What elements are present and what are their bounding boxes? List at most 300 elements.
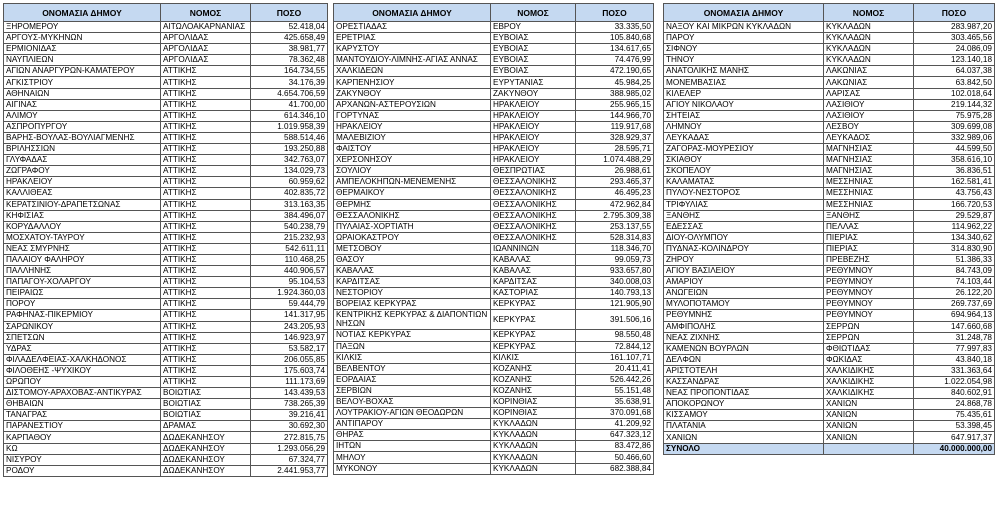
prefecture-cell: ΔΡΑΜΑΣ [161, 421, 251, 432]
table-row [4, 343, 328, 354]
amount-cell: 118.346,70 [576, 243, 654, 254]
table-row [664, 166, 995, 177]
municipality-cell: ΣΚΙΑΘΟΥ [664, 155, 824, 166]
table-row [4, 155, 328, 166]
table-row [334, 441, 654, 452]
table-row [664, 110, 995, 121]
prefecture-cell: ΔΩΔΕΚΑΝΗΣΟΥ [161, 432, 251, 443]
table-row [664, 232, 995, 243]
municipality-cell: ΑΡΙΣΤΟΤΕΛΗ [664, 365, 824, 376]
amount-cell: 28.595,71 [576, 144, 654, 155]
table-row [664, 177, 995, 188]
municipality-cell: ΝΕΑΣ ΣΜΥΡΝΗΣ [4, 243, 161, 254]
table-row [664, 22, 995, 33]
table-row [334, 166, 654, 177]
prefecture-cell: ΚΕΡΚΥΡΑΣ [491, 330, 576, 341]
table-row [4, 299, 328, 310]
prefecture-cell: ΦΩΚΙΔΑΣ [824, 354, 914, 365]
amount-cell: 253.137,55 [576, 221, 654, 232]
amount-cell: 2.441.953,77 [251, 465, 328, 476]
municipality-cell: ΜΥΚΟΝΟΥ [334, 463, 491, 474]
amount-cell: 1.074.488,29 [576, 155, 654, 166]
prefecture-cell: ΧΑΛΚΙΔΙΚΗΣ [824, 365, 914, 376]
municipality-cell: ΜΕΤΣΟΒΟΥ [334, 243, 491, 254]
prefecture-cell: ΑΤΤΙΚΗΣ [161, 121, 251, 132]
amount-cell: 1.022.054,98 [914, 377, 995, 388]
municipality-cell: ΣΕΡΒΙΩΝ [334, 385, 491, 396]
prefecture-cell: ΑΙΤΩΛΟΑΚΑΡΝΑΝΙΑΣ [161, 22, 251, 33]
amount-cell: 358.616,10 [914, 155, 995, 166]
table-row [664, 299, 995, 310]
prefecture-cell: ΑΤΤΙΚΗΣ [161, 110, 251, 121]
amount-cell: 215.232,93 [251, 232, 328, 243]
municipality-cell: ΚΙΣΣΑΜΟΥ [664, 410, 824, 421]
prefecture-cell: ΑΤΤΙΚΗΣ [161, 299, 251, 310]
amount-cell: 164.734,55 [251, 66, 328, 77]
municipality-cell: ΜΑΝΤΟΥΔΙΟΥ-ΛΙΜΝΗΣ-ΑΓΙΑΣ ΑΝΝΑΣ [334, 55, 491, 66]
municipality-cell: ΘΕΡΜΑΙΚΟΥ [334, 188, 491, 199]
prefecture-cell: ΠΡΕΒΕΖΗΣ [824, 254, 914, 265]
prefecture-cell: ΚΥΚΛΑΔΩΝ [491, 441, 576, 452]
table-row [4, 33, 328, 44]
amount-cell: 39.216,41 [251, 410, 328, 421]
amount-cell: 440.906,57 [251, 266, 328, 277]
municipality-cell: ΖΗΡΟΥ [664, 254, 824, 265]
prefecture-cell: ΑΤΤΙΚΗΣ [161, 310, 251, 321]
table-row [664, 377, 995, 388]
amount-cell: 36.836,51 [914, 166, 995, 177]
prefecture-cell: ΡΕΘΥΜΝΟΥ [824, 310, 914, 321]
table-row [4, 310, 328, 321]
municipality-cell: ΘΕΣΣΑΛΟΝΙΚΗΣ [334, 210, 491, 221]
amount-cell: 67.324,77 [251, 454, 328, 465]
municipality-cell: ΑΙΓΙΝΑΣ [4, 99, 161, 110]
amount-cell: 63.842,50 [914, 77, 995, 88]
municipality-cell: ΘΕΡΜΗΣ [334, 199, 491, 210]
table-row [334, 341, 654, 352]
table-row [334, 385, 654, 396]
table-row [4, 410, 328, 421]
amount-cell: 1.019.958,39 [251, 121, 328, 132]
municipality-cell: ΚΕΡΑΤΣΙΝΙΟΥ-ΔΡΑΠΕΤΣΩΝΑΣ [4, 199, 161, 210]
prefecture-cell: ΚΥΚΛΑΔΩΝ [824, 44, 914, 55]
prefecture-cell: ΒΟΙΩΤΙΑΣ [161, 399, 251, 410]
prefecture-cell: ΚΑΒΑΛΑΣ [491, 254, 576, 265]
prefecture-cell: ΑΤΤΙΚΗΣ [161, 210, 251, 221]
prefecture-cell: ΚΟΖΑΝΗΣ [491, 374, 576, 385]
municipality-cell: ΥΔΡΑΣ [4, 343, 161, 354]
table-row [664, 421, 995, 432]
prefecture-cell: ΜΑΓΝΗΣΙΑΣ [824, 144, 914, 155]
amount-cell: 147.660,68 [914, 321, 995, 332]
municipality-cell: ΤΡΙΦΥΛΙΑΣ [664, 199, 824, 210]
prefecture-cell: ΦΘΙΩΤΙΔΑΣ [824, 343, 914, 354]
header-poso: ΠΟΣΟ [914, 4, 995, 22]
prefecture-cell: ΣΕΡΡΩΝ [824, 332, 914, 343]
prefecture-cell: ΑΡΓΟΛΙΔΑΣ [161, 44, 251, 55]
amount-cell: 99.059,73 [576, 254, 654, 265]
amount-cell: 114.962,22 [914, 221, 995, 232]
table-row [4, 432, 328, 443]
amount-cell: 83.472,86 [576, 441, 654, 452]
prefecture-cell: ΕΥΒΟΙΑΣ [491, 66, 576, 77]
table-row [334, 363, 654, 374]
amount-cell: 331.363,64 [914, 365, 995, 376]
amount-cell: 283.987,20 [914, 22, 995, 33]
table-row [664, 132, 995, 143]
municipality-cell: ΠΑΠΑΓΟΥ-ΧΟΛΑΡΓΟΥ [4, 277, 161, 288]
prefecture-cell: ΣΕΡΡΩΝ [824, 321, 914, 332]
amount-cell: 738.265,39 [251, 399, 328, 410]
municipality-cell: ΟΡΕΣΤΙΑΔΑΣ [334, 22, 491, 33]
table-row [334, 110, 654, 121]
municipality-cell: ΤΑΝΑΓΡΑΣ [4, 410, 161, 421]
table-row [4, 254, 328, 265]
amount-cell: 134.617,65 [576, 44, 654, 55]
municipality-cell: ΝΑΥΠΛΙΕΩΝ [4, 55, 161, 66]
prefecture-cell: ΑΤΤΙΚΗΣ [161, 321, 251, 332]
prefecture-cell: ΠΙΕΡΙΑΣ [824, 232, 914, 243]
table-row [4, 421, 328, 432]
prefecture-cell: ΘΕΣΠΡΩΤΙΑΣ [491, 166, 576, 177]
amount-cell: 45.984,25 [576, 77, 654, 88]
amount-cell: 219.144,32 [914, 99, 995, 110]
municipality-cell: ΜΥΛΟΠΟΤΑΜΟΥ [664, 299, 824, 310]
table-row [4, 55, 328, 66]
table-row [664, 88, 995, 99]
amount-cell: 542.611,11 [251, 243, 328, 254]
municipality-cell: ΩΡΑΙΟΚΑΣΤΡΟΥ [334, 232, 491, 243]
amount-cell: 53.398,45 [914, 421, 995, 432]
table-row [664, 33, 995, 44]
amount-cell: 269.737,69 [914, 299, 995, 310]
municipality-cell: ΚΑΛΛΙΘΕΑΣ [4, 188, 161, 199]
municipality-cell: ΚΗΦΙΣΙΑΣ [4, 210, 161, 221]
table-row [4, 144, 328, 155]
amount-cell: 328.929,37 [576, 132, 654, 143]
prefecture-cell: ΚΟΡΙΝΘΙΑΣ [491, 408, 576, 419]
municipality-cell: ΜΟΣΧΑΤΟΥ-ΤΑΥΡΟΥ [4, 232, 161, 243]
amount-cell: 272.815,75 [251, 432, 328, 443]
municipality-cell: ΑΘΗΝΑΙΩΝ [4, 88, 161, 99]
amount-cell: 647.323,12 [576, 430, 654, 441]
prefecture-cell: ΛΑΡΙΣΑΣ [824, 88, 914, 99]
amount-cell: 293.465,37 [576, 177, 654, 188]
prefecture-cell: ΘΕΣΣΑΛΟΝΙΚΗΣ [491, 188, 576, 199]
prefecture-cell: ΘΕΣΣΑΛΟΝΙΚΗΣ [491, 199, 576, 210]
municipality-cell: ΛΟΥΤΡΑΚΙΟΥ-ΑΓΙΩΝ ΘΕΟΔΩΡΩΝ [334, 408, 491, 419]
table-row [664, 144, 995, 155]
prefecture-cell: ΚΥΚΛΑΔΩΝ [824, 33, 914, 44]
prefecture-cell: ΑΤΤΙΚΗΣ [161, 354, 251, 365]
table-row [334, 155, 654, 166]
table-row [4, 77, 328, 88]
amount-cell: 59.444,79 [251, 299, 328, 310]
amount-cell: 161.107,71 [576, 352, 654, 363]
prefecture-cell: ΚΟΡΙΝΘΙΑΣ [491, 397, 576, 408]
municipality-cell: ΣΑΡΩΝΙΚΟΥ [4, 321, 161, 332]
municipality-cell: ΑΓΚΙΣΤΡΙΟΥ [4, 77, 161, 88]
municipality-cell: ΦΙΛΟΘΕΗΣ -ΨΥΧΙΚΟΥ [4, 365, 161, 376]
municipality-cell: ΠΛΑΤΑΝΙΑ [664, 421, 824, 432]
municipality-cell: ΘΗΒΑΙΩΝ [4, 399, 161, 410]
table-row [334, 232, 654, 243]
municipality-cell: ΗΡΑΚΛΕΙΟΥ [334, 121, 491, 132]
prefecture-cell: ΧΑΝΙΩΝ [824, 432, 914, 443]
table-row [334, 299, 654, 310]
amount-cell: 75.975,28 [914, 110, 995, 121]
amount-cell: 74.103,44 [914, 277, 995, 288]
table-row [334, 374, 654, 385]
prefecture-cell: ΜΑΓΝΗΣΙΑΣ [824, 155, 914, 166]
amount-cell: 140.793,13 [576, 288, 654, 299]
table-row [334, 288, 654, 299]
prefecture-cell: ΚΙΛΚΙΣ [491, 352, 576, 363]
prefecture-cell: ΑΤΤΙΚΗΣ [161, 88, 251, 99]
prefecture-cell: ΑΤΤΙΚΗΣ [161, 365, 251, 376]
prefecture-cell: ΒΟΙΩΤΙΑΣ [161, 388, 251, 399]
municipality-cell: ΚΙΛΚΙΣ [334, 352, 491, 363]
municipality-cell: ΔΙΟΥ-ΟΛΥΜΠΟΥ [664, 232, 824, 243]
prefecture-cell: ΡΕΘΥΜΝΟΥ [824, 277, 914, 288]
amount-cell: 4.654.706,59 [251, 88, 328, 99]
table-row [334, 310, 654, 330]
prefecture-cell: ΞΑΝΘΗΣ [824, 210, 914, 221]
table-row [664, 188, 995, 199]
amount-cell: 24.086,09 [914, 44, 995, 55]
municipality-cell: ΣΚΟΠΕΛΟΥ [664, 166, 824, 177]
municipality-cell: ΑΓΙΟΥ ΝΙΚΟΛΑΟΥ [664, 99, 824, 110]
amount-cell: 388.985,02 [576, 88, 654, 99]
table-row [334, 452, 654, 463]
prefecture-cell: ΖΑΚΥΝΘΟΥ [491, 88, 576, 99]
table-row [664, 243, 995, 254]
table-row [664, 221, 995, 232]
prefecture-cell: ΚΥΚΛΑΔΩΝ [824, 55, 914, 66]
municipality-cell: ΞΗΡΟΜΕΡΟΥ [4, 22, 161, 33]
municipality-cell: ΦΑΙΣΤΟΥ [334, 144, 491, 155]
prefecture-cell: ΘΕΣΣΑΛΟΝΙΚΗΣ [491, 177, 576, 188]
table-row [334, 99, 654, 110]
prefecture-cell: ΛΑΚΩΝΙΑΣ [824, 77, 914, 88]
municipality-cell: ΘΗΡΑΣ [334, 430, 491, 441]
municipality-cell: ΡΑΦΗΝΑΣ-ΠΙΚΕΡΜΙΟΥ [4, 310, 161, 321]
amount-cell: 84.743,09 [914, 266, 995, 277]
prefecture-cell: ΧΑΝΙΩΝ [824, 421, 914, 432]
prefecture-cell: ΗΡΑΚΛΕΙΟΥ [491, 121, 576, 132]
table-row [4, 121, 328, 132]
prefecture-cell: ΑΤΤΙΚΗΣ [161, 155, 251, 166]
prefecture-cell: ΜΑΓΝΗΣΙΑΣ [824, 166, 914, 177]
table-row [334, 330, 654, 341]
municipality-cell: ΠΑΡΑΝΕΣΤΙΟΥ [4, 421, 161, 432]
table-row [334, 55, 654, 66]
municipality-cell: ΠΥΛΑΙΑΣ-ΧΟΡΤΙΑΤΗ [334, 221, 491, 232]
table-row [334, 243, 654, 254]
prefecture-cell: ΚΥΚΛΑΔΩΝ [491, 463, 576, 474]
prefecture-cell: ΗΡΑΚΛΕΙΟΥ [491, 132, 576, 143]
municipality-cell: ΣΗΤΕΙΑΣ [664, 110, 824, 121]
amount-cell: 55.151,48 [576, 385, 654, 396]
municipality-cell: ΕΡΜΙΟΝΙΔΑΣ [4, 44, 161, 55]
amount-cell: 540.238,79 [251, 221, 328, 232]
prefecture-cell: ΔΩΔΕΚΑΝΗΣΟΥ [161, 454, 251, 465]
amount-cell: 105.840,68 [576, 33, 654, 44]
amount-cell: 313.163,35 [251, 199, 328, 210]
prefecture-cell: ΑΤΤΙΚΗΣ [161, 288, 251, 299]
municipality-cell: ΕΡΕΤΡΙΑΣ [334, 33, 491, 44]
municipality-cell: ΚΕΝΤΡΙΚΗΣ ΚΕΡΚΥΡΑΣ & ΔΙΑΠΟΝΤΙΩΝ ΝΗΣΩΝ [334, 310, 491, 330]
municipality-cell: ΛΗΜΝΟΥ [664, 121, 824, 132]
prefecture-cell: ΘΕΣΣΑΛΟΝΙΚΗΣ [491, 221, 576, 232]
amount-cell: 2.795.309,38 [576, 210, 654, 221]
amount-cell: 51.386,33 [914, 254, 995, 265]
table-row [664, 254, 995, 265]
amount-cell: 193.250,88 [251, 144, 328, 155]
amount-cell: 34.176,39 [251, 77, 328, 88]
municipality-cell: ΠΑΡΟΥ [664, 33, 824, 44]
prefecture-cell: ΑΤΤΙΚΗΣ [161, 132, 251, 143]
municipality-cell: ΑΜΠΕΛΟΚΗΠΩΝ-ΜΕΝΕΜΕΝΗΣ [334, 177, 491, 188]
municipality-cell: ΜΗΛΟΥ [334, 452, 491, 463]
municipality-cell: ΡΟΔΟΥ [4, 465, 161, 476]
prefecture-cell: ΑΤΤΙΚΗΣ [161, 277, 251, 288]
prefecture-cell: ΛΕΣΒΟΥ [824, 121, 914, 132]
prefecture-cell: ΛΑΣΙΘΙΟΥ [824, 99, 914, 110]
municipality-cell: ΖΑΓΟΡΑΣ-ΜΟΥΡΕΣΙΟΥ [664, 144, 824, 155]
table-row [664, 310, 995, 321]
total-label: ΣΥΝΟΛΟ [664, 443, 824, 454]
amount-cell: 20.411,41 [576, 363, 654, 374]
municipality-cell: ΜΑΛΕΒΙΖΙΟΥ [334, 132, 491, 143]
prefecture-cell: ΔΩΔΕΚΑΝΗΣΟΥ [161, 465, 251, 476]
prefecture-cell: ΕΥΒΟΙΑΣ [491, 44, 576, 55]
table-row [4, 321, 328, 332]
prefecture-cell: ΧΑΝΙΩΝ [824, 410, 914, 421]
amount-cell: 74.476,99 [576, 55, 654, 66]
prefecture-cell: ΑΤΤΙΚΗΣ [161, 77, 251, 88]
municipality-cell: ΔΙΣΤΟΜΟΥ-ΑΡΑΧΟΒΑΣ-ΑΝΤΙΚΥΡΑΣ [4, 388, 161, 399]
municipality-cell: ΜΟΝΕΜΒΑΣΙΑΣ [664, 77, 824, 88]
table-row [664, 44, 995, 55]
header-nomos: ΝΟΜΟΣ [824, 4, 914, 22]
municipality-cell: ΡΕΘΥΜΝΗΣ [664, 310, 824, 321]
table-row [4, 332, 328, 343]
amount-cell: 50.466,60 [576, 452, 654, 463]
municipality-cell: ΑΓΙΟΥ ΒΑΣΙΛΕΙΟΥ [664, 266, 824, 277]
prefecture-cell: ΧΑΛΚΙΔΙΚΗΣ [824, 377, 914, 388]
table-row [4, 199, 328, 210]
prefecture-cell: ΜΕΣΣΗΝΙΑΣ [824, 188, 914, 199]
amount-cell: 78.362,48 [251, 55, 328, 66]
amount-cell: 175.603,74 [251, 365, 328, 376]
prefecture-cell: ΕΥΡΥΤΑΝΙΑΣ [491, 77, 576, 88]
prefecture-cell: ΠΙΕΡΙΑΣ [824, 243, 914, 254]
amount-cell: 1.924.360,03 [251, 288, 328, 299]
municipality-cell: ΩΡΩΠΟΥ [4, 377, 161, 388]
amount-cell: 60.959,62 [251, 177, 328, 188]
prefecture-cell: ΚΑΡΔΙΤΣΑΣ [491, 277, 576, 288]
amount-cell: 647.917,37 [914, 432, 995, 443]
prefecture-cell: ΡΕΘΥΜΝΟΥ [824, 266, 914, 277]
amount-cell: 64.037,38 [914, 66, 995, 77]
amount-cell: 682.388,84 [576, 463, 654, 474]
amount-cell: 933.657,80 [576, 266, 654, 277]
amount-cell: 255.965,15 [576, 99, 654, 110]
amount-cell: 134.029,73 [251, 166, 328, 177]
table-row [334, 419, 654, 430]
prefecture-cell: ΑΤΤΙΚΗΣ [161, 232, 251, 243]
table-row [334, 88, 654, 99]
prefecture-cell: ΚΥΚΛΑΔΩΝ [491, 452, 576, 463]
prefecture-cell: ΔΩΔΕΚΑΝΗΣΟΥ [161, 443, 251, 454]
amount-cell: 303.465,56 [914, 33, 995, 44]
amount-cell: 425.658,49 [251, 33, 328, 44]
municipality-cell: ΒΑΡΗΣ-ΒΟΥΛΑΣ-ΒΟΥΛΙΑΓΜΕΝΗΣ [4, 132, 161, 143]
municipality-cell: ΒΡΙΛΗΣΣΙΩΝ [4, 144, 161, 155]
amount-cell: 46.495,23 [576, 188, 654, 199]
prefecture-cell: ΛΑΣΙΘΙΟΥ [824, 110, 914, 121]
municipality-cell: ΠΥΔΝΑΣ-ΚΟΛΙΝΔΡΟΥ [664, 243, 824, 254]
prefecture-cell: ΚΥΚΛΑΔΩΝ [824, 22, 914, 33]
table-row [334, 77, 654, 88]
amount-cell: 43.840,18 [914, 354, 995, 365]
amount-cell: 35.638,91 [576, 397, 654, 408]
table-row [664, 321, 995, 332]
municipality-cell: ΑΛΙΜΟΥ [4, 110, 161, 121]
municipality-cell: ΕΟΡΔΑΙΑΣ [334, 374, 491, 385]
amount-cell: 95.104,53 [251, 277, 328, 288]
prefecture-cell: ΡΕΘΥΜΝΟΥ [824, 299, 914, 310]
prefecture-cell: ΘΕΣΣΑΛΟΝΙΚΗΣ [491, 210, 576, 221]
municipality-cell: ΝΕΑΣ ΠΡΟΠΟΝΤΙΔΑΣ [664, 388, 824, 399]
table-row [334, 221, 654, 232]
amount-cell: 77.997,83 [914, 343, 995, 354]
table-row [664, 332, 995, 343]
table-row [4, 210, 328, 221]
prefecture-cell: ΕΒΡΟΥ [491, 22, 576, 33]
table-2 [333, 3, 654, 475]
table-row [334, 188, 654, 199]
municipality-cell: ΑΜΦΙΠΟΛΗΣ [664, 321, 824, 332]
table-row [664, 121, 995, 132]
table-row [334, 66, 654, 77]
table-row [664, 343, 995, 354]
municipality-cell: ΚΑΜΕΝΩΝ ΒΟΥΡΛΩΝ [664, 343, 824, 354]
municipality-cell: ΠΟΡΟΥ [4, 299, 161, 310]
header-name: ΟΝΟΜΑΣΙΑ ΔΗΜΟΥ [664, 4, 824, 22]
amount-cell: 75.435,61 [914, 410, 995, 421]
prefecture-cell: ΑΡΓΟΛΙΔΑΣ [161, 55, 251, 66]
prefecture-cell: ΕΥΒΟΙΑΣ [491, 55, 576, 66]
municipality-cell: ΑΡΓΟΥΣ-ΜΥΚΗΝΩΝ [4, 33, 161, 44]
amount-cell: 110.468,25 [251, 254, 328, 265]
table-row [334, 44, 654, 55]
table-row [4, 66, 328, 77]
table-row [4, 177, 328, 188]
municipality-cell: ΝΙΣΥΡΟΥ [4, 454, 161, 465]
municipality-cell: ΚΑΡΔΙΤΣΑΣ [334, 277, 491, 288]
prefecture-cell: ΚΥΚΛΑΔΩΝ [491, 419, 576, 430]
prefecture-cell: ΑΤΤΙΚΗΣ [161, 177, 251, 188]
amount-cell: 31.248,78 [914, 332, 995, 343]
prefecture-cell: ΑΤΤΙΚΗΣ [161, 243, 251, 254]
amount-cell: 41.700,00 [251, 99, 328, 110]
table-row [334, 352, 654, 363]
prefecture-cell: ΑΡΓΟΛΙΔΑΣ [161, 33, 251, 44]
municipality-cell: ΧΑΝΙΩΝ [664, 432, 824, 443]
amount-cell: 24.868,78 [914, 399, 995, 410]
